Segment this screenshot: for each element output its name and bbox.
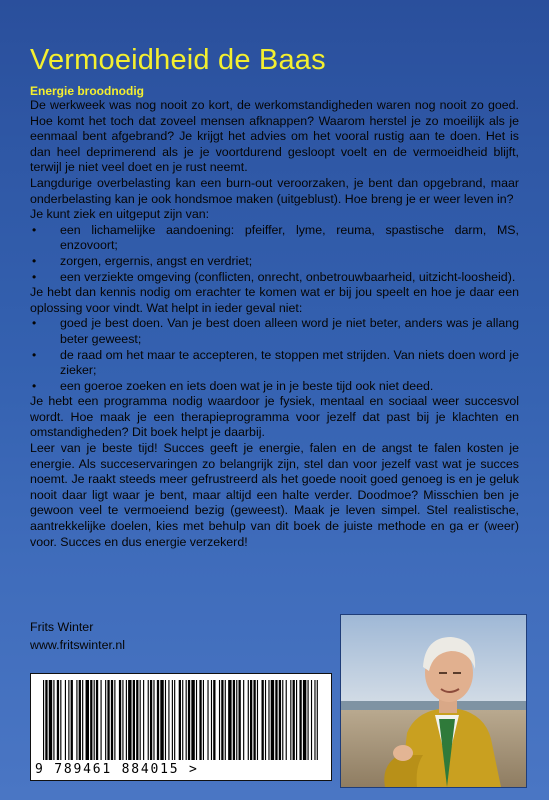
barcode-bar [111, 680, 113, 760]
barcode-bar [105, 680, 106, 760]
blurb-paragraph-3: Je kunt ziek en uitgeput zijn van: [30, 207, 210, 222]
barcode-bar [188, 680, 190, 760]
book-subtitle: Energie broodnodig [30, 84, 144, 98]
causes-list-item: • een lichamelijke aandoening: pfeiffer, lyme, reuma, spastische darm, MS, enzovoort; [30, 223, 519, 254]
barcode-bar [126, 680, 127, 760]
barcode-bar [174, 680, 175, 760]
barcode-bar [101, 680, 102, 760]
barcode-bar [53, 680, 54, 760]
barcode-bar [257, 680, 258, 760]
blurb-paragraph-4: Je hebt dan kennis nodig om erachter te komen wat er bij jou speelt en hoe je daar een oplossing voor vindt. Wat helpt in ieder geval niet: [30, 285, 519, 315]
barcode-bar [253, 680, 255, 760]
barcode-bar [268, 680, 269, 760]
not-helpful-list [30, 316, 519, 394]
barcode-bar [279, 680, 281, 760]
author-photo [340, 614, 527, 788]
book-title: Vermoeidheid de Baas [30, 44, 326, 76]
barcode-bar [308, 680, 309, 760]
barcode-bar [140, 680, 141, 760]
barcode-bar [172, 680, 173, 760]
barcode-bar [199, 680, 201, 760]
barcode-bar [303, 680, 306, 760]
causes-list-item: • een verziekte omgeving (conflicten, onrecht, onbetrouwbaarheid, uitzicht-loosheid). [30, 270, 519, 286]
barcode-bar [76, 680, 77, 760]
author-website: www.fritswinter.nl [30, 638, 126, 652]
barcode-bar [165, 680, 166, 760]
barcode-bar [296, 680, 297, 760]
barcode-bar [196, 680, 197, 760]
barcode-bar [207, 680, 208, 760]
barcode-bar [213, 680, 215, 760]
barcode-bar [82, 680, 83, 760]
barcode-bar [133, 680, 135, 760]
barcode-bar [79, 680, 81, 760]
barcode-bar [317, 680, 318, 760]
barcode-bar [65, 680, 66, 760]
author-info [30, 618, 125, 654]
blurb-paragraph-6: Leer van je beste tijd! Succes geeft je energie, falen en de angst te falen kosten je energie. Als succeservaringen zo belangrijk zijn, stel dan voor jezelf vast wat je succes noemt. Je raakt steeds meer gefrustreerd als het goede nooit goed genoeg is en je geluk nooit daar ligt waar je bent, maar altijd een halte verder. Doodmoe? Misschien ben je gewoon veel te vermoeiend bezig (geweest). Maak je leven simpel. Stel realistische, aantrekkelijke doelen, kies met behulp van dit boek de juiste methode en ga er (weer) voor. Succes en dus energie verzekerd! [30, 441, 519, 549]
barcode-bar [57, 680, 59, 760]
barcode-bar [157, 680, 159, 760]
blurb-text [30, 98, 519, 550]
barcode-bar [282, 680, 283, 760]
barcode-bar [203, 680, 204, 760]
isbn-barcode [30, 673, 332, 781]
barcode-bar [153, 680, 154, 760]
barcode-bar [248, 680, 249, 760]
barcode-bar [179, 680, 181, 760]
barcode-bar [71, 680, 73, 760]
barcode-bar [236, 680, 237, 760]
not-helpful-list-item: • een goeroe zoeken en iets doen wat je in je beste tijd ook niet deed. [30, 379, 519, 395]
barcode-bar [225, 680, 226, 760]
barcode-bar [114, 680, 115, 760]
barcode-bar [45, 680, 47, 760]
barcode-bar [43, 680, 44, 760]
barcode-bar [150, 680, 152, 760]
barcode-bar [290, 680, 291, 760]
barcode-bar [68, 680, 69, 760]
blurb-paragraph-5: Je hebt een programma nodig waardoor je fysiek, mentaal en sociaal weer succesvol wordt. Hoe maak je een therapieprogramma voor jezelf dat past bij je klachten en omstandigheden? Dit boek helpt je daarbij. [30, 394, 519, 440]
blurb-paragraph-2: Langdurige overbelasting kan een burn-out veroorzaken, je bent dan opgebrand, maar onderbelasting kan je ook hondsmoe maken (uitgeblust). Hoe breng je er weer leven in? [30, 175, 519, 206]
barcode-bar [286, 680, 287, 760]
barcode-bar [143, 680, 144, 760]
barcode-bar [271, 680, 274, 760]
barcode-bar [160, 680, 163, 760]
causes-list [30, 223, 519, 285]
barcode-bar [122, 680, 123, 760]
barcode-bar [219, 680, 220, 760]
barcode-bar [228, 680, 231, 760]
barcode-bars [41, 680, 321, 760]
barcode-bar [119, 680, 121, 760]
barcode-bar [49, 680, 52, 760]
barcode-bar [107, 680, 109, 760]
barcode-bar [60, 680, 61, 760]
isbn-number: 9 789461 884015 > [35, 762, 199, 777]
barcode-bar [299, 680, 301, 760]
not-helpful-list-item: • de raad om het maar te accepteren, te stoppen met strijden. Van niets doen word je zieker; [30, 348, 519, 379]
barcode-bar [94, 680, 95, 760]
barcode-bar [275, 680, 277, 760]
barcode-bar [250, 680, 252, 760]
author-photo-image [341, 615, 526, 787]
barcode-bar [136, 680, 138, 760]
barcode-bar [262, 680, 264, 760]
barcode-bar [265, 680, 266, 760]
barcode-bar [90, 680, 92, 760]
barcode-bar [243, 680, 244, 760]
blurb-paragraph-1: De werkweek was nog nooit zo kort, de werkomstandigheden waren nog nooit zo goed. Hoe komt het toch dat zoveel mensen afknappen? Waarom herstel je zo moeilijk als je eenmaal bent afgebrand? Je krijgt het advies om het vooral rustig aan te doen. Het is dan heel deprimerend als je je voortdurend gesloopt voelt en de vermoeidheid blijft, terwijl je niet veel doet en je rust neemt. [30, 98, 519, 175]
barcode-bar [186, 680, 187, 760]
barcode-bar [233, 680, 235, 760]
barcode-bar [191, 680, 194, 760]
barcode-bar [239, 680, 241, 760]
barcode-bar [293, 680, 295, 760]
barcode-bar [128, 680, 131, 760]
author-name: Frits Winter [30, 620, 94, 634]
not-helpful-list-item: • goed je best doen. Van je best doen alleen word je niet beter, anders was je allang beter geweest; [30, 316, 519, 347]
barcode-bar [211, 680, 212, 760]
causes-list-item: • zorgen, ergernis, angst en verdriet; [30, 254, 519, 270]
barcode-bar [148, 680, 149, 760]
barcode-bar [221, 680, 223, 760]
barcode-bar [96, 680, 98, 760]
barcode-bar [182, 680, 183, 760]
barcode-bar [311, 680, 312, 760]
barcode-bar [86, 680, 89, 760]
barcode-bar [168, 680, 169, 760]
barcode-bar [314, 680, 315, 760]
